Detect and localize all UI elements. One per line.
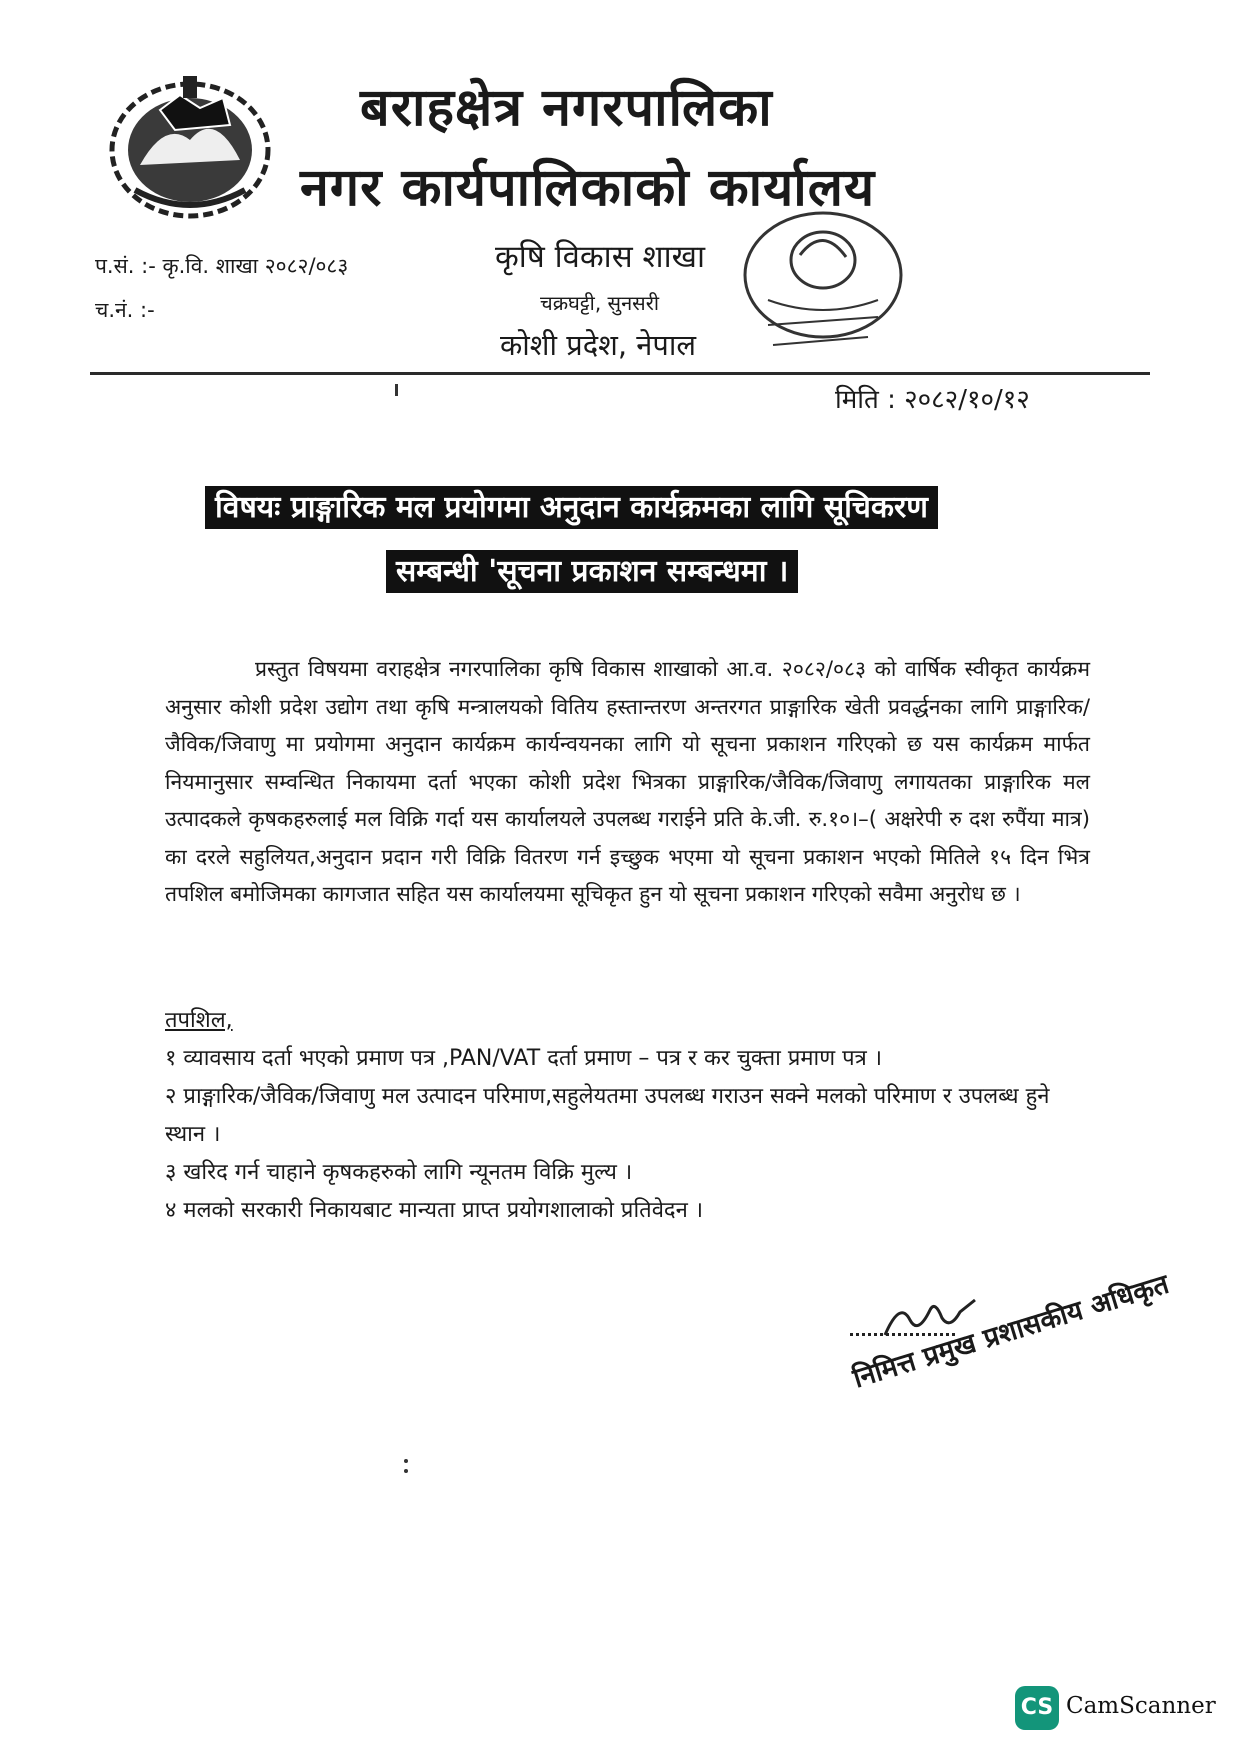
header-divider bbox=[90, 372, 1150, 375]
municipality-name: बराहक्षेत्र नगरपालिका bbox=[360, 78, 773, 138]
body-paragraph: प्रस्तुत विषयमा वराहक्षेत्र नगरपालिका कृषि विकास शाखाको आ.व. २०८२/०८३ को वार्षिक स्वीकृत कार्यक्रम अनुसार कोशी प्रदेश उद्योग तथा कृषि मन्त्रालयको वितिय हस्तान्तरण अन्तरगत प्राङ्गारिक खेती प्रवर्द्धनका लागि प्राङ्गारिक/जैविक/जिवाणु मा प्रयोगमा अनुदान कार्यक्रम कार्यन्वयनका लागि यो सूचना प्रकाशन गरिएको छ यस कार्यक्रम मार्फत नियमानुसार सम्वन्धित निकायमा दर्ता भएका कोशी प्रदेश भित्रका प्राङ्गारिक/जैविक/जिवाणु लगायतका प्राङ्गारिक मल उत्पादकले कृषकहरुलाई मल विक्रि गर्दा यस कार्यालयले उपलब्ध गराईने प्रति के.जी. रु.१०।–( अक्षरेपी रु दश रुपैंया मात्र) का दरले सहुलियत,अनुदान प्रदान गरी विक्रि वितरण गर्न इच्छुक भएमा यो सूचना प्रकाशन भएको मितिले १५ दिन भित्र तपशिल बमोजिमका कागजात सहित यस कार्यालयमा सूचिकृत हुन यो सूचना प्रकाशन गरिएको सवैमा अनुरोध छ । bbox=[165, 656, 1090, 906]
requirements-list bbox=[165, 1040, 1095, 1230]
subject-line-1: विषयः प्राङ्गारिक मल प्रयोगमा अनुदान कार्यक्रमका लागि सूचिकरण bbox=[205, 486, 938, 529]
stray-mark bbox=[404, 1458, 408, 1474]
list-item: २ प्राङ्गारिक/जैविक/जिवाणु मल उत्पादन परिमाण,सहुलेयतमा उपलब्ध गराउन सक्ने मलको परिमाण र उपलब्ध हुने स्थान । bbox=[165, 1084, 1050, 1147]
stray-mark bbox=[395, 384, 398, 396]
letter-date: मिति : २०८२/१०/१२ bbox=[835, 385, 1030, 415]
list-item: ३ खरिद गर्न चाहाने कृषकहरुको लागि न्यूनतम विक्रि मुल्य । bbox=[165, 1160, 633, 1185]
list-item: १ व्यावसाय दर्ता भएको प्रमाण पत्र ,PAN/VAT दर्ता प्रमाण – पत्र र कर चुक्ता प्रमाण पत्र । bbox=[165, 1046, 883, 1071]
signatory-title: निमित्त प्रमुख प्रशासकीय अधिकृत bbox=[849, 1268, 1173, 1395]
address-line-1: चक्रघट्टी, सुनसरी bbox=[540, 291, 660, 315]
office-name: नगर कार्यपालिकाको कार्यालय bbox=[300, 158, 876, 218]
tapasil-heading: तपशिल, bbox=[165, 1008, 233, 1033]
dispatch-number: च.नं. :- bbox=[95, 298, 155, 322]
office-stamp-icon bbox=[728, 205, 910, 357]
list-item: ४ मलको सरकारी निकायबाट मान्यता प्राप्त प्रयोगशालाको प्रतिवेदन । bbox=[165, 1198, 704, 1223]
nepal-emblem-icon bbox=[105, 70, 275, 220]
branch-name: कृषि विकास शाखा bbox=[495, 239, 706, 275]
reference-number: प.सं. :- कृ.वि. शाखा २०८२/०८३ bbox=[95, 254, 349, 278]
camscanner-logo-icon: CS bbox=[1015, 1686, 1059, 1730]
address-line-2: कोशी प्रदेश, नेपाल bbox=[500, 328, 697, 362]
subject-line-2: सम्बन्धी 'सूचना प्रकाशन सम्बन्धमा । bbox=[386, 550, 798, 593]
camscanner-label: CamScanner bbox=[1066, 1693, 1216, 1719]
